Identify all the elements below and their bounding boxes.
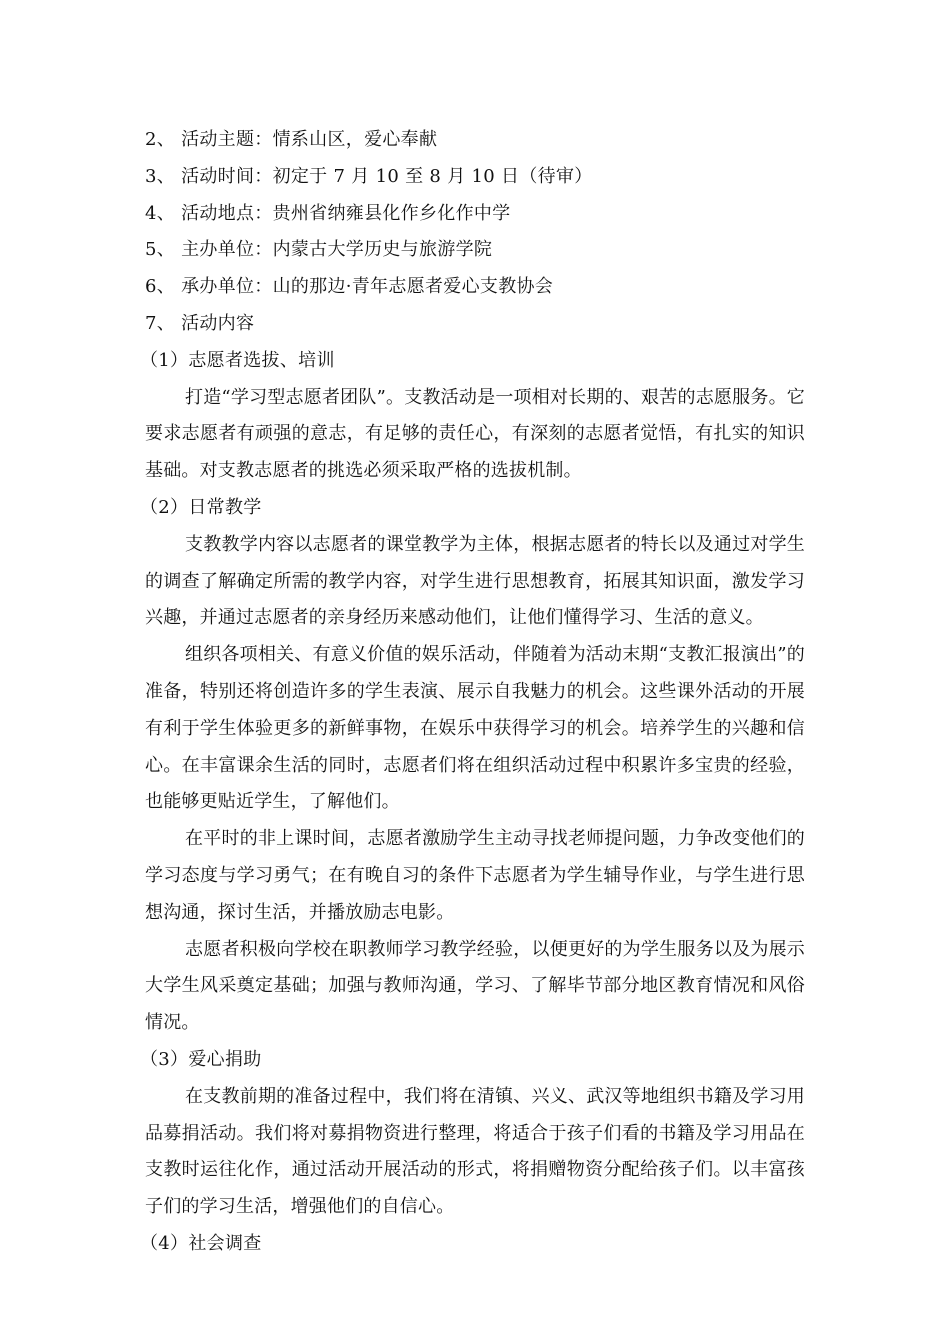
paragraph: 打造“学习型志愿者团队”。支教活动是一项相对长期的、艰苦的志愿服务。它要求志愿者有顽强的意志，有足够的责任心，有深刻的志愿者觉悟，有扎实的知识基础。对支教志愿者的挑选必须采取严格的选拔机制。 [145, 386, 805, 482]
list-item-time: 3、 活动时间：初定于 7 月 10 至 8 月 10 日（待审） [145, 165, 593, 187]
paragraph: 志愿者积极向学校在职教师学习教学经验，以便更好的为学生服务以及为展示大学生风采奠定基础；加强与教师沟通，学习、了解毕节部分地区教育情况和风俗情况。 [145, 938, 805, 1034]
section-heading-teaching: （2）日常教学 [140, 496, 262, 518]
list-item-host: 6、 承办单位：山的那边·青年志愿者爱心支教协会 [145, 276, 554, 298]
section-heading-survey: （4）社会调查 [140, 1232, 262, 1254]
paragraph: 在支教前期的准备过程中，我们将在清镇、兴义、武汉等地组织书籍及学习用品募捐活动。我们将对募捐物资进行整理，将适合于孩子们看的书籍及学习用品在支教时运往化作，通过活动开展活动的形式，将捐赠物资分配给孩子们。以丰富孩子们的学习生活，增强他们的自信心。 [145, 1085, 805, 1218]
section-heading-selection: （1）志愿者选拔、培训 [140, 349, 335, 371]
list-item-organizer: 5、 主办单位：内蒙古大学历史与旅游学院 [145, 239, 493, 261]
list-item-location: 4、 活动地点：贵州省纳雍县化作乡化作中学 [145, 202, 511, 224]
list-item-theme: 2、 活动主题：情系山区，爱心奉献 [145, 129, 438, 150]
paragraph: 支教教学内容以志愿者的课堂教学为主体，根据志愿者的特长以及通过对学生的调查了解确定所需的教学内容，对学生进行思想教育，拓展其知识面，激发学习兴趣，并通过志愿者的亲身经历来感动他们，让他们懂得学习、生活的意义。 [145, 533, 805, 629]
section-heading-donation: （3）爱心捐助 [140, 1048, 262, 1070]
paragraph: 组织各项相关、有意义价值的娱乐活动，伴随着为活动末期“支教汇报演出”的准备，特别还将创造许多的学生表演、展示自我魅力的机会。这些课外活动的开展有利于学生体验更多的新鲜事物，在娱乐中获得学习的机会。培养学生的兴趣和信心。在丰富课余生活的同时，志愿者们将在组织活动过程中积累许多宝贵的经验，也能够更贴近学生，了解他们。 [145, 644, 805, 813]
paragraph: 在平时的非上课时间，志愿者激励学生主动寻找老师提问题，力争改变他们的学习态度与学习勇气；在有晚自习的条件下志愿者为学生辅导作业，与学生进行思想沟通，探讨生活，并播放励志电影。 [145, 828, 805, 923]
list-item-content: 7、 活动内容 [145, 312, 255, 334]
document-body [140, 122, 805, 1263]
